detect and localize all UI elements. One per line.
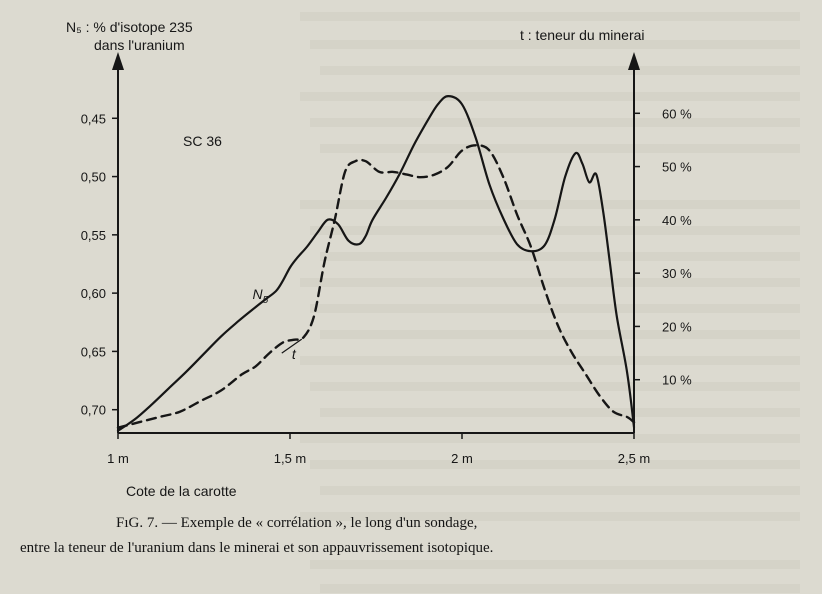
right-axis-title: t : teneur du minerai xyxy=(520,27,645,43)
left-tick-label: 0,55 xyxy=(80,227,106,243)
right-axis-arrow xyxy=(628,52,640,70)
bleed-line xyxy=(320,408,800,417)
series-label: $N_5$ xyxy=(252,285,269,306)
right-tick-label: 60 % xyxy=(662,106,692,122)
right-tick-label: 20 % xyxy=(662,319,692,335)
bleed-line xyxy=(310,382,800,391)
x-tick-label: 2 m xyxy=(451,451,473,466)
bleed-line xyxy=(300,12,800,21)
right-tick-label: 30 % xyxy=(662,266,692,282)
left-tick-label: 0,60 xyxy=(80,286,106,302)
sc36-annotation: SC 36 xyxy=(183,133,222,149)
right-tick-label: 10 % xyxy=(662,372,692,388)
left-tick-label: 0,65 xyxy=(80,344,106,360)
bleed-line xyxy=(320,66,800,75)
caption-line-2: entre la teneur de l'uranium dans le minerai et son appauvrissement isotopique. xyxy=(20,540,494,556)
left-tick-label: 0,45 xyxy=(80,111,106,127)
x-tick-label: 1,5 m xyxy=(273,451,307,466)
right-tick-label: 50 % xyxy=(662,159,692,175)
left-axis-title-line1: N₅ : % d'isotope 235 xyxy=(66,19,193,35)
bleed-line xyxy=(320,252,800,261)
bleed-line xyxy=(300,92,800,101)
bleed-line xyxy=(320,144,800,153)
axes xyxy=(112,52,640,433)
series-label: t xyxy=(291,346,296,363)
bleed-line xyxy=(300,200,800,209)
bleed-line xyxy=(310,560,800,569)
left-axis-arrow xyxy=(112,52,124,70)
left-tick-label: 0,70 xyxy=(80,402,106,418)
bleed-line xyxy=(300,434,800,443)
x-axis-title: Cote de la carotte xyxy=(126,483,237,499)
bleed-line xyxy=(310,304,800,313)
bleed-line xyxy=(310,460,800,469)
left-tick-label: 0,50 xyxy=(80,169,106,185)
bleed-line xyxy=(300,356,800,365)
bleed-line xyxy=(300,278,800,287)
x-tick-label: 2,5 m xyxy=(617,451,651,466)
x-tick-label: 1 m xyxy=(107,451,129,466)
caption-line-1: FıG. 7. — Exemple de « corrélation », le long d'un sondage, xyxy=(116,515,478,531)
bleed-line xyxy=(320,584,800,593)
left-axis-title-line2: dans l'uranium xyxy=(94,37,185,53)
right-tick-label: 40 % xyxy=(662,212,692,228)
bleed-line xyxy=(310,118,800,127)
series-labels xyxy=(253,286,302,362)
bleed-line xyxy=(320,486,800,495)
bleed-line xyxy=(310,226,800,235)
